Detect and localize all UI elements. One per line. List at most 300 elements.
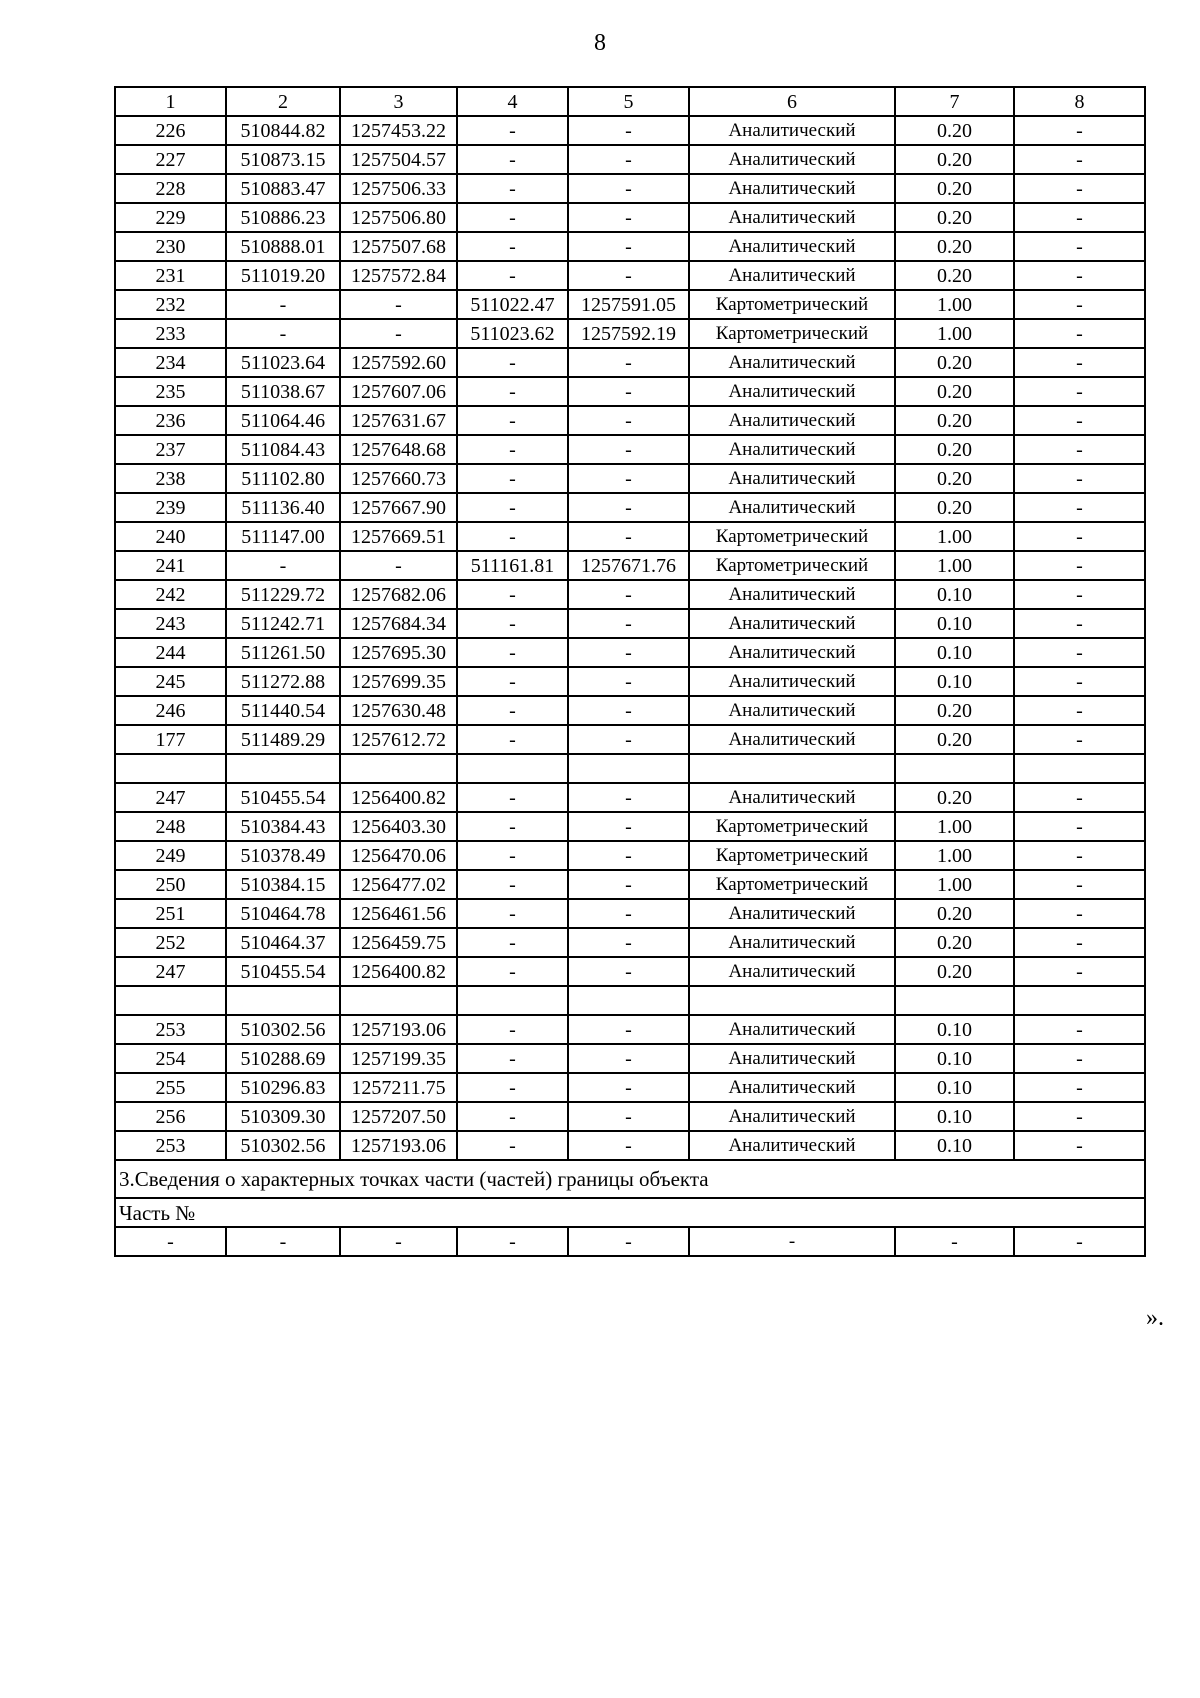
table-cell: -: [1014, 493, 1145, 522]
table-cell: 1257684.34: [340, 609, 457, 638]
table-row: [115, 1102, 1145, 1131]
table-cell: -: [457, 957, 568, 986]
table-cell: 1257193.06: [340, 1131, 457, 1160]
table-row-final: [115, 1227, 1145, 1256]
table-row: [115, 290, 1145, 319]
table-cell: 0.20: [895, 377, 1014, 406]
table-cell: -: [1014, 1102, 1145, 1131]
table-cell: 1.00: [895, 522, 1014, 551]
table-row: [115, 348, 1145, 377]
table-cell: Аналитический: [689, 348, 895, 377]
table-cell: 510288.69: [226, 1044, 340, 1073]
table-cell: -: [1014, 1073, 1145, 1102]
table-row: [115, 1044, 1145, 1073]
table-row: [115, 841, 1145, 870]
table-cell: 0.20: [895, 261, 1014, 290]
table-cell: 0.10: [895, 1131, 1014, 1160]
header-cell: 1: [115, 87, 226, 116]
header-cell: 6: [689, 87, 895, 116]
table-cell: -: [895, 1227, 1014, 1256]
table-cell: 510455.54: [226, 783, 340, 812]
table-cell: -: [457, 116, 568, 145]
table-cell: 238: [115, 464, 226, 493]
table-cell: 511064.46: [226, 406, 340, 435]
table-cell: Аналитический: [689, 609, 895, 638]
table-cell: 229: [115, 203, 226, 232]
table-cell: -: [457, 406, 568, 435]
table-cell: 510464.78: [226, 899, 340, 928]
table-cell: 511023.64: [226, 348, 340, 377]
table-row: [115, 522, 1145, 551]
table-cell: 1256459.75: [340, 928, 457, 957]
table-cell: -: [457, 1131, 568, 1160]
table-cell: Аналитический: [689, 116, 895, 145]
table-row: [115, 145, 1145, 174]
table-cell: 0.10: [895, 638, 1014, 667]
table-cell: 511038.67: [226, 377, 340, 406]
table-cell: Аналитический: [689, 377, 895, 406]
table-row: [115, 580, 1145, 609]
table-cell: -: [1014, 783, 1145, 812]
table-cell: 0.20: [895, 493, 1014, 522]
table-row: [115, 1131, 1145, 1160]
table-cell: [340, 754, 457, 783]
table-cell: 0.10: [895, 1073, 1014, 1102]
table-cell: -: [457, 1015, 568, 1044]
table-cell: [895, 754, 1014, 783]
table-cell: -: [457, 261, 568, 290]
table-cell: 511136.40: [226, 493, 340, 522]
table-cell: -: [457, 493, 568, 522]
part-number-row: [115, 1198, 1145, 1227]
table-cell: -: [1014, 116, 1145, 145]
table-cell: [689, 986, 895, 1015]
table-cell: [340, 986, 457, 1015]
header-cell: 7: [895, 87, 1014, 116]
table-cell: [115, 986, 226, 1015]
table-cell: Аналитический: [689, 406, 895, 435]
table-cell: 511440.54: [226, 696, 340, 725]
table-cell: 511022.47: [457, 290, 568, 319]
table-cell: 1.00: [895, 870, 1014, 899]
table-cell: 1257207.50: [340, 1102, 457, 1131]
table-cell: 245: [115, 667, 226, 696]
table-cell: -: [1014, 1044, 1145, 1073]
table-cell: 511242.71: [226, 609, 340, 638]
table-cell: -: [568, 928, 689, 957]
table-cell: 227: [115, 145, 226, 174]
table-cell: -: [1014, 203, 1145, 232]
table-cell: 1.00: [895, 290, 1014, 319]
table-cell: 510844.82: [226, 116, 340, 145]
table-cell: 0.20: [895, 696, 1014, 725]
table-cell: 0.10: [895, 580, 1014, 609]
table-cell: -: [457, 232, 568, 261]
table-cell: -: [1014, 899, 1145, 928]
table-cell: Аналитический: [689, 464, 895, 493]
table-cell: 511229.72: [226, 580, 340, 609]
table-cell: Аналитический: [689, 899, 895, 928]
table-cell: 0.20: [895, 957, 1014, 986]
table-cell: 510886.23: [226, 203, 340, 232]
table-cell: -: [457, 783, 568, 812]
table-cell: 510464.37: [226, 928, 340, 957]
table-cell: -: [1014, 377, 1145, 406]
table-cell: [115, 754, 226, 783]
table-cell: 510873.15: [226, 145, 340, 174]
table-cell: [689, 754, 895, 783]
table-cell: Аналитический: [689, 174, 895, 203]
table-cell: -: [1014, 290, 1145, 319]
table-cell: [457, 754, 568, 783]
table-cell: -: [568, 638, 689, 667]
table-cell: -: [1014, 406, 1145, 435]
table-row: [115, 435, 1145, 464]
table-cell: 1.00: [895, 319, 1014, 348]
table-cell: 1257607.06: [340, 377, 457, 406]
table-cell: -: [568, 116, 689, 145]
table-row: [115, 1015, 1145, 1044]
table-cell: 235: [115, 377, 226, 406]
table-cell: -: [457, 870, 568, 899]
table-cell: 1256461.56: [340, 899, 457, 928]
table-cell: -: [568, 464, 689, 493]
table-cell: 510309.30: [226, 1102, 340, 1131]
table-cell: -: [568, 522, 689, 551]
table-cell: Аналитический: [689, 1015, 895, 1044]
table-cell: Картометрический: [689, 522, 895, 551]
table-row: [115, 812, 1145, 841]
table-cell: 177: [115, 725, 226, 754]
table-cell: -: [457, 696, 568, 725]
table-row: [115, 232, 1145, 261]
table-row: [115, 899, 1145, 928]
table-cell: -: [568, 812, 689, 841]
table-cell: 241: [115, 551, 226, 580]
table-cell: -: [457, 1073, 568, 1102]
table-cell: -: [457, 1102, 568, 1131]
table-cell: 1257631.67: [340, 406, 457, 435]
table-row: [115, 609, 1145, 638]
table-cell: Аналитический: [689, 1044, 895, 1073]
header-cell: 2: [226, 87, 340, 116]
table-cell: -: [568, 435, 689, 464]
table-cell: 232: [115, 290, 226, 319]
table-cell: -: [568, 174, 689, 203]
table-cell: -: [226, 1227, 340, 1256]
table-cell: 0.20: [895, 464, 1014, 493]
table-cell: 1256403.30: [340, 812, 457, 841]
table-cell: 249: [115, 841, 226, 870]
table-cell: 252: [115, 928, 226, 957]
table-cell: -: [340, 290, 457, 319]
table-cell: 0.20: [895, 348, 1014, 377]
table-cell: [568, 754, 689, 783]
table-cell: 1257506.33: [340, 174, 457, 203]
table-cell: -: [568, 957, 689, 986]
table-cell: -: [457, 145, 568, 174]
table-cell: 248: [115, 812, 226, 841]
table-cell: -: [457, 435, 568, 464]
table-cell: 0.20: [895, 232, 1014, 261]
table-cell: 250: [115, 870, 226, 899]
table-cell: 1257506.80: [340, 203, 457, 232]
table-cell: 1257591.05: [568, 290, 689, 319]
table-cell: 230: [115, 232, 226, 261]
table-cell: 247: [115, 783, 226, 812]
table-cell: 1257630.48: [340, 696, 457, 725]
table-cell: 0.20: [895, 899, 1014, 928]
table-cell: 510378.49: [226, 841, 340, 870]
table-cell: 510384.15: [226, 870, 340, 899]
table-cell: 1.00: [895, 812, 1014, 841]
table-header-row: [115, 87, 1145, 116]
table-cell: -: [1014, 319, 1145, 348]
table-row: [115, 725, 1145, 754]
table-cell: Аналитический: [689, 638, 895, 667]
table-cell: -: [1014, 232, 1145, 261]
table-cell: 1257592.60: [340, 348, 457, 377]
table-cell: -: [457, 638, 568, 667]
table-cell: -: [457, 667, 568, 696]
header-cell: 5: [568, 87, 689, 116]
table-row: [115, 203, 1145, 232]
table-cell: [895, 986, 1014, 1015]
table-cell: -: [457, 203, 568, 232]
table-cell: Аналитический: [689, 928, 895, 957]
table-cell: -: [1014, 870, 1145, 899]
table-cell: -: [1014, 1227, 1145, 1256]
table-cell: 511272.88: [226, 667, 340, 696]
table-cell: Аналитический: [689, 696, 895, 725]
table-cell: 511147.00: [226, 522, 340, 551]
table-cell: -: [457, 609, 568, 638]
table-cell: -: [568, 1044, 689, 1073]
table-cell: 1257572.84: [340, 261, 457, 290]
table-cell: -: [568, 1102, 689, 1131]
table-cell: 510883.47: [226, 174, 340, 203]
table-cell: -: [226, 319, 340, 348]
coordinates-table: [114, 86, 1146, 1257]
table-cell: Аналитический: [689, 580, 895, 609]
table-cell: -: [689, 1227, 895, 1256]
table-row: [115, 1073, 1145, 1102]
table-cell: 254: [115, 1044, 226, 1073]
table-cell: -: [457, 522, 568, 551]
table-cell: Аналитический: [689, 145, 895, 174]
table-cell: -: [457, 725, 568, 754]
table-cell: 1257453.22: [340, 116, 457, 145]
table-cell: 1257660.73: [340, 464, 457, 493]
table-cell: 226: [115, 116, 226, 145]
table-cell: -: [226, 290, 340, 319]
table-cell: -: [568, 493, 689, 522]
table-cell: -: [568, 232, 689, 261]
table-cell: -: [1014, 551, 1145, 580]
table-cell: -: [1014, 696, 1145, 725]
table-cell: 1257682.06: [340, 580, 457, 609]
table-cell: -: [1014, 667, 1145, 696]
table-cell: 228: [115, 174, 226, 203]
table-cell: -: [1014, 725, 1145, 754]
table-cell: Аналитический: [689, 783, 895, 812]
table-cell: 1256470.06: [340, 841, 457, 870]
table-cell: [568, 986, 689, 1015]
table-cell: -: [568, 348, 689, 377]
table-cell: -: [457, 377, 568, 406]
table-cell: -: [457, 1227, 568, 1256]
table-cell: Аналитический: [689, 725, 895, 754]
table-cell: Аналитический: [689, 493, 895, 522]
table-cell: 0.20: [895, 725, 1014, 754]
table-cell: 0.10: [895, 667, 1014, 696]
table-cell: Картометрический: [689, 870, 895, 899]
table-cell: -: [568, 203, 689, 232]
table-cell: 1257695.30: [340, 638, 457, 667]
table-cell: 1257667.90: [340, 493, 457, 522]
table-cell: 0.20: [895, 145, 1014, 174]
table-cell: 510302.56: [226, 1015, 340, 1044]
table-cell: -: [568, 145, 689, 174]
table-cell: 511023.62: [457, 319, 568, 348]
table-cell: 1256477.02: [340, 870, 457, 899]
table-row: [115, 870, 1145, 899]
table-row: [115, 957, 1145, 986]
table-cell: -: [1014, 841, 1145, 870]
table-cell: -: [568, 609, 689, 638]
table-cell: -: [568, 696, 689, 725]
table-cell: 0.20: [895, 174, 1014, 203]
table-cell: 1257193.06: [340, 1015, 457, 1044]
table-cell: 237: [115, 435, 226, 464]
table-cell: 0.20: [895, 435, 1014, 464]
table-cell: 0.10: [895, 1044, 1014, 1073]
table-row: [115, 986, 1145, 1015]
table-cell: Аналитический: [689, 667, 895, 696]
table-cell: -: [1014, 522, 1145, 551]
table-cell: Аналитический: [689, 203, 895, 232]
table-cell: 236: [115, 406, 226, 435]
table-cell: -: [340, 1227, 457, 1256]
header-cell: 4: [457, 87, 568, 116]
header-cell: 3: [340, 87, 457, 116]
table-cell: -: [1014, 638, 1145, 667]
table-cell: -: [457, 174, 568, 203]
table-cell: 510455.54: [226, 957, 340, 986]
table-row: [115, 377, 1145, 406]
table-cell: 233: [115, 319, 226, 348]
table-cell: -: [115, 1227, 226, 1256]
table-cell: -: [1014, 261, 1145, 290]
section-3-title: 3.Сведения о характерных точках части (частей) границы объекта: [115, 1160, 1145, 1198]
table-cell: Аналитический: [689, 261, 895, 290]
closing-quote-mark: ».: [1146, 1305, 1164, 1331]
table-cell: -: [457, 1044, 568, 1073]
table-cell: 0.20: [895, 116, 1014, 145]
table-cell: 246: [115, 696, 226, 725]
table-cell: -: [457, 812, 568, 841]
table-row: [115, 696, 1145, 725]
table-cell: 1257507.68: [340, 232, 457, 261]
table-cell: Картометрический: [689, 812, 895, 841]
table-cell: -: [568, 870, 689, 899]
table-cell: 240: [115, 522, 226, 551]
table-cell: -: [1014, 609, 1145, 638]
table-row: [115, 493, 1145, 522]
table-cell: 511161.81: [457, 551, 568, 580]
table-cell: 0.10: [895, 1102, 1014, 1131]
table-cell: -: [457, 580, 568, 609]
table-cell: Аналитический: [689, 435, 895, 464]
table-row: [115, 551, 1145, 580]
table-cell: 510384.43: [226, 812, 340, 841]
table-cell: -: [1014, 145, 1145, 174]
table-cell: 253: [115, 1015, 226, 1044]
section-3-row: [115, 1160, 1145, 1198]
table-cell: 231: [115, 261, 226, 290]
table-cell: 1.00: [895, 841, 1014, 870]
table-cell: 511489.29: [226, 725, 340, 754]
table-cell: -: [457, 841, 568, 870]
table-row: [115, 638, 1145, 667]
page-number: 8: [594, 30, 606, 56]
table-cell: Картометрический: [689, 551, 895, 580]
table-cell: -: [457, 928, 568, 957]
table-cell: -: [457, 348, 568, 377]
table-cell: Картометрический: [689, 290, 895, 319]
table-cell: 256: [115, 1102, 226, 1131]
table-cell: -: [1014, 580, 1145, 609]
table-cell: 251: [115, 899, 226, 928]
table-cell: 244: [115, 638, 226, 667]
table-cell: 247: [115, 957, 226, 986]
table-row: [115, 783, 1145, 812]
table-cell: Картометрический: [689, 319, 895, 348]
table-cell: 1.00: [895, 551, 1014, 580]
table-cell: 0.10: [895, 1015, 1014, 1044]
table-cell: -: [1014, 928, 1145, 957]
header-cell: 8: [1014, 87, 1145, 116]
table-cell: 242: [115, 580, 226, 609]
table-cell: 239: [115, 493, 226, 522]
table-cell: 510296.83: [226, 1073, 340, 1102]
table-cell: 1257671.76: [568, 551, 689, 580]
table-cell: Картометрический: [689, 841, 895, 870]
table-cell: 243: [115, 609, 226, 638]
table-cell: -: [568, 841, 689, 870]
table-cell: 0.20: [895, 203, 1014, 232]
table-cell: 0.20: [895, 406, 1014, 435]
table-cell: Аналитический: [689, 1131, 895, 1160]
table-cell: -: [1014, 174, 1145, 203]
table-cell: -: [568, 899, 689, 928]
table-cell: -: [457, 899, 568, 928]
table-cell: -: [568, 1131, 689, 1160]
table-cell: -: [1014, 348, 1145, 377]
table-cell: -: [1014, 464, 1145, 493]
table-cell: -: [568, 377, 689, 406]
table-cell: 1257504.57: [340, 145, 457, 174]
table-cell: [226, 986, 340, 1015]
table-cell: -: [568, 580, 689, 609]
table-row: [115, 261, 1145, 290]
table-cell: 1257648.68: [340, 435, 457, 464]
table-cell: [226, 754, 340, 783]
table-cell: -: [568, 1015, 689, 1044]
table-cell: 1257211.75: [340, 1073, 457, 1102]
table-cell: 511084.43: [226, 435, 340, 464]
table-cell: 255: [115, 1073, 226, 1102]
